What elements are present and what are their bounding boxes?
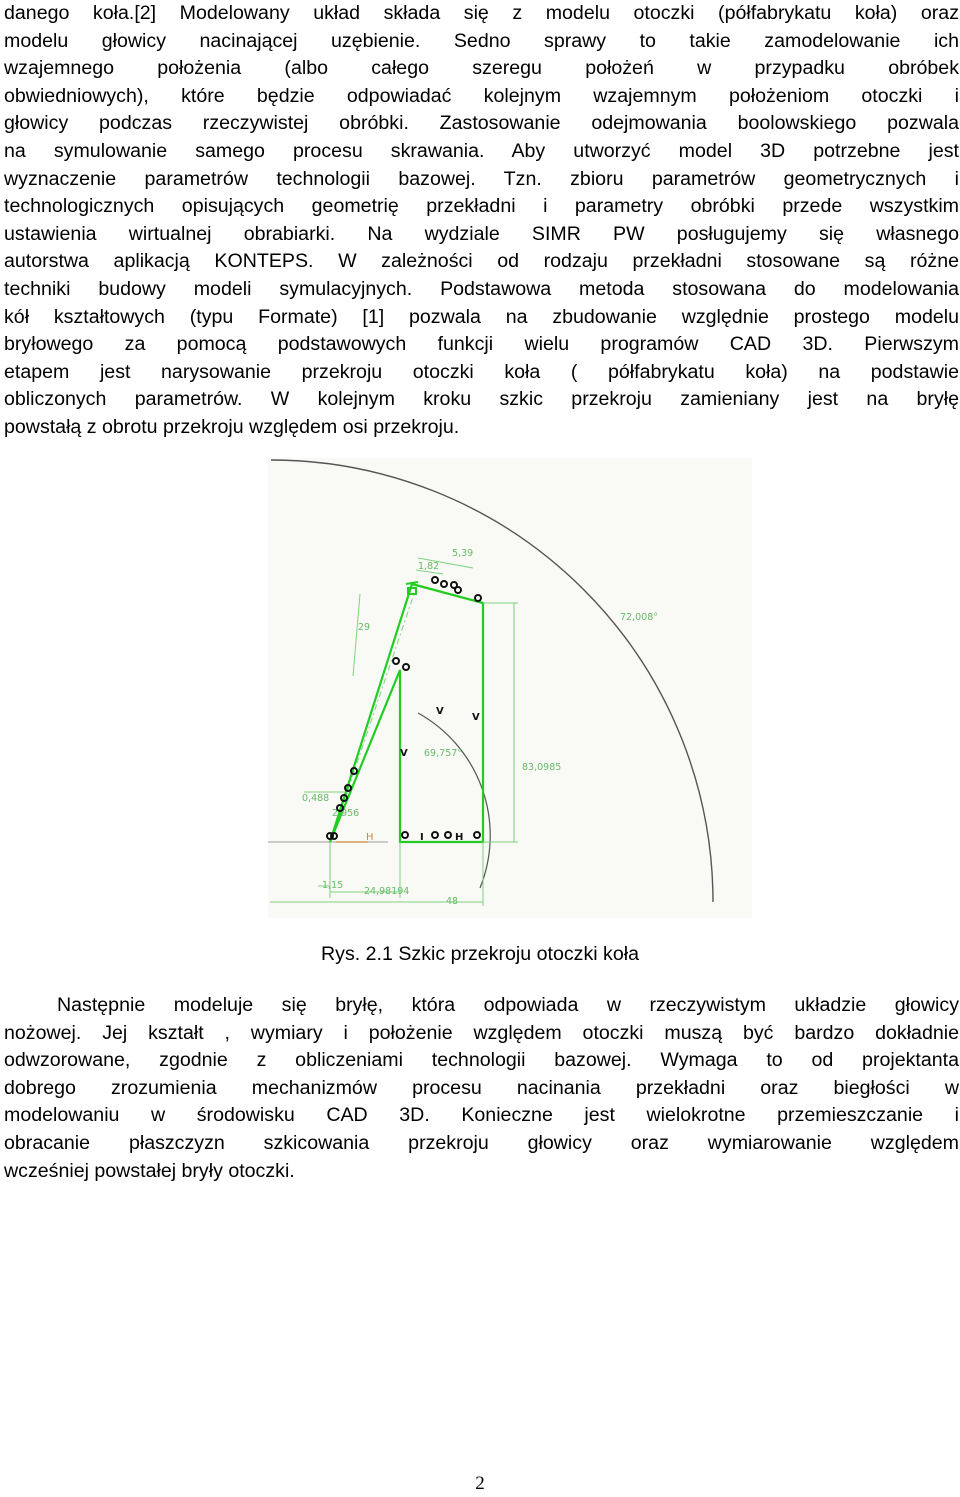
dim-label-24: 24,98194 (364, 886, 410, 897)
dim-label-5-39: 5,39 (452, 548, 474, 559)
text-line: wyznaczenie parametrów technologii bazowej. Tzn. zbioru parametrów geometrycznych i (4, 167, 959, 190)
dim-label-83: 83,0985 (522, 762, 562, 773)
dim-label-2-956: 2,956 (332, 808, 360, 819)
text-line: modelu głowicy nacinającej uzębienie. Sedno sprawy to takie zamodelowanie ich (4, 29, 959, 52)
dim-label-1-15: 1,15 (322, 880, 344, 891)
dim-label-0-488: 0,488 (302, 793, 330, 804)
constraint-v-1: V (436, 706, 444, 717)
text-line: nożowej. Jej kształt , wymiary i położenie względem otoczki muszą być bardzo dokładnie (4, 1021, 959, 1044)
page-number: 2 (475, 1473, 485, 1494)
text-line: wcześniej powstałej bryły otoczki. (4, 1159, 295, 1182)
text-line: bryłowego za pomocą podstawowych funkcji wielu programów CAD 3D. Pierwszym (4, 333, 959, 356)
dim-label-1-82: 1,82 (418, 561, 440, 572)
text-line: Następnie modeluje się bryłę, która odpowiada w rzeczywistym układzie głowicy (57, 994, 959, 1016)
text-line: obwiedniowych), które będzie odpowiadać kolejnym wzajemnym położeniom otoczki i (4, 84, 959, 107)
axis-h-mark: H (366, 832, 374, 843)
text-line: autorstwa aplikacją KONTEPS. W zależności od rodzaju przekładni stosowane są różne (4, 250, 959, 273)
constraint-v-2: V (472, 712, 480, 723)
text-line: wzajemnego położenia (albo całego szeregu położeń w przypadku obróbek (4, 57, 959, 80)
text-line: technologicznych opisujących geometrię przekładni i parametry obróbki przede wszystkim (4, 195, 959, 218)
text-line: na symulowanie samego procesu skrawania. Aby utworzyć model 3D potrzebne jest (4, 139, 959, 162)
text-line: powstałą z obrotu przekroju względem osi przekroju. (4, 415, 460, 438)
text-line: obracanie płaszczyzn szkicowania przekroju głowicy oraz wymiarowanie względem (4, 1131, 959, 1154)
body-paragraph-1 (4, 0, 959, 442)
text-line: obliczonych parametrów. W kolejnym kroku szkic przekroju zamieniany jest na bryłę (4, 388, 959, 411)
text-line: głowicy podczas rzeczywistej obróbki. Zastosowanie odejmowania boolowskiego pozwala (4, 112, 959, 135)
text-line: kół kształtowych (typu Formate) [1] pozwala na zbudowanie względnie prostego modelu (4, 305, 959, 328)
text-line: modelowaniu w środowisku CAD 3D. Konieczne jest wielokrotne przemieszczanie i (4, 1104, 959, 1127)
constraint-h: H (455, 832, 464, 843)
text-line: etapem jest narysowanie przekroju otoczki koła ( półfabrykatu koła) na podstawie (4, 360, 959, 383)
dim-label-29: 29 (358, 622, 371, 633)
dim-label-69: 69,757° (424, 748, 462, 759)
constraint-i: I (420, 832, 424, 843)
constraint-v-3: V (400, 748, 408, 759)
text-line: danego koła.[2] Modelowany układ składa się z modelu otoczki (półfabrykatu koła) oraz (4, 2, 959, 24)
text-line: odwzorowane, zgodnie z obliczeniami technologii bazowej. Wymaga to od projektanta (4, 1049, 959, 1072)
dim-label-48: 48 (446, 896, 459, 907)
text-line: techniki budowy modeli symulacyjnych. Podstawowa metoda stosowana do modelowania (4, 277, 959, 300)
body-paragraph-2 (4, 992, 959, 1185)
section-sketch-drawing (268, 458, 752, 918)
figure-section-sketch (268, 458, 752, 918)
text-line: dobrego zrozumienia mechanizmów procesu nacinania przekładni oraz biegłości w (4, 1076, 959, 1099)
drawing-background (268, 458, 752, 918)
text-line: ustawienia wirtualnej obrabiarki. Na wydziale SIMR PW posługujemy się własnego (4, 222, 959, 245)
dim-label-72: 72,008° (620, 612, 658, 623)
figure-caption: Rys. 2.1 Szkic przekroju otoczki koła (321, 943, 639, 965)
